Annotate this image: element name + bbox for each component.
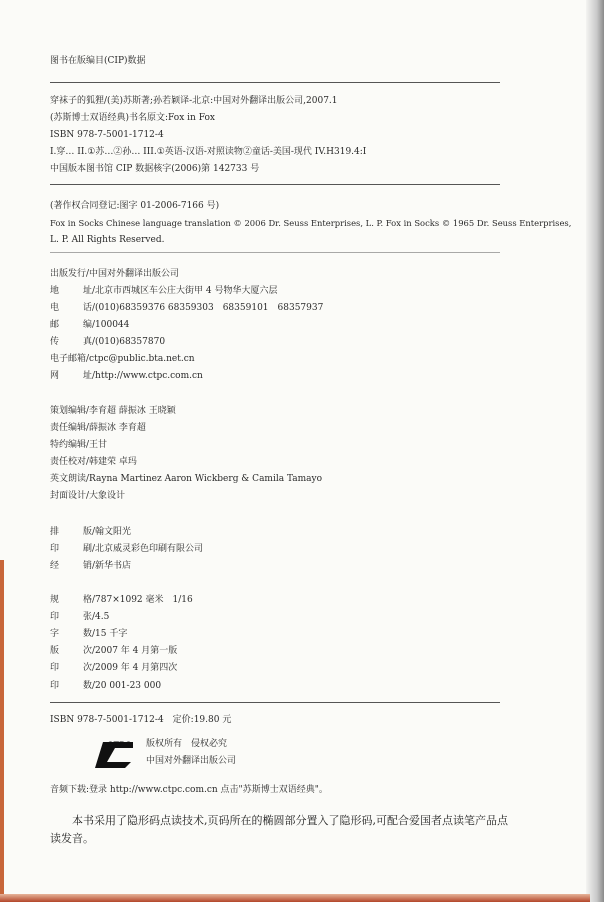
- editor-line: 策划编辑/李育超 薛振冰 王晓颖: [50, 406, 176, 416]
- website-line: 网 址/http://www.ctpc.com.cn: [50, 371, 203, 381]
- cip-line: I.穿… II.①苏…②孙… III.①英语-汉语-对照读物②童话-美国-现代 IV.H319.4:I: [50, 147, 367, 157]
- cover-edge-left: [0, 560, 4, 902]
- copyright-line: L. P. All Rights Reserved.: [50, 235, 165, 245]
- divider: [50, 702, 500, 703]
- spec-line: 规 格/787×1092 毫米 1/16: [50, 595, 193, 605]
- spec-line: 印 次/2009 年 4 月第四次: [50, 663, 178, 673]
- editor-line: 英文朗读/Rayna Martinez Aaron Wickberg & Camila Tamayo: [50, 474, 323, 484]
- ctpc-logo: [93, 738, 133, 768]
- cip-line: 中国版本图书馆 CIP 数据核字(2006)第 142733 号: [50, 164, 260, 174]
- editor-line: 责任编辑/薛振冰 李育超: [50, 423, 146, 433]
- cip-title: 图书在版编目(CIP)数据: [50, 56, 146, 66]
- fax-line: 传 真/(010)68357870: [50, 337, 166, 347]
- copyright-line: Fox in Socks Chinese language translation © 2006 Dr. Seuss Enterprises, L. P. Fox in Socks © 1965 Dr. Seuss Enterprises,: [50, 218, 572, 228]
- logo-text: CTPC: [107, 740, 132, 750]
- editor-line: 封面设计/大象设计: [50, 491, 126, 501]
- isbn-price: ISBN 978-7-5001-1712-4 定价:19.80 元: [50, 715, 232, 725]
- publisher-line: 出版发行/中国对外翻译出版公司: [50, 269, 180, 279]
- divider: [50, 252, 500, 253]
- distribution-line: 经 销/新华书店: [50, 561, 132, 571]
- postcode-line: 邮 编/100044: [50, 320, 130, 330]
- typesetting-line: 排 版/翰文阳光: [50, 527, 132, 537]
- rights-line: 版权所有 侵权必究: [146, 739, 228, 749]
- page-edge-shadow: [586, 0, 604, 902]
- spec-line: 版 次/2007 年 4 月第一版: [50, 646, 178, 656]
- divider: [50, 82, 500, 83]
- publisher-name: 中国对外翻译出版公司: [146, 756, 237, 766]
- spec-line: 印 数/20 001-23 000: [50, 681, 162, 691]
- spec-line: 印 张/4.5: [50, 612, 110, 622]
- copyright-line: (著作权合同登记:图字 01-2006-7166 号): [50, 201, 220, 211]
- editor-line: 特约编辑/王甘: [50, 440, 108, 450]
- audio-download-line: 音频下载:登录 http://www.ctpc.com.cn 点击"苏斯博士双语经典"。: [50, 785, 328, 795]
- editor-line: 责任校对/韩建荣 卓玛: [50, 457, 137, 467]
- phone-line: 电 话/(010)68359376 68359303 68359101 68357937: [50, 303, 324, 313]
- email-line: 电子邮箱/ctpc@public.bta.net.cn: [50, 354, 195, 364]
- invisible-code-note: 本书采用了隐形码点读技术,页码所在的椭圆部分置入了隐形码,可配合爱国者点读笔产品点读发音。: [50, 814, 508, 845]
- cip-line: (苏斯博士双语经典)书名原文:Fox in Fox: [50, 113, 215, 123]
- cip-line: 穿袜子的狐狸/(美)苏斯著;孙若颖译-北京:中国对外翻译出版公司,2007.1: [50, 96, 338, 106]
- spec-line: 字 数/15 千字: [50, 629, 128, 639]
- cip-line: ISBN 978-7-5001-1712-4: [50, 130, 164, 140]
- printing-line: 印 刷/北京威灵彩色印刷有限公司: [50, 544, 204, 554]
- cover-edge-bottom: [0, 894, 590, 902]
- address-line: 地 址/北京市西城区车公庄大街甲 4 号物华大厦六层: [50, 286, 278, 296]
- divider: [50, 184, 500, 185]
